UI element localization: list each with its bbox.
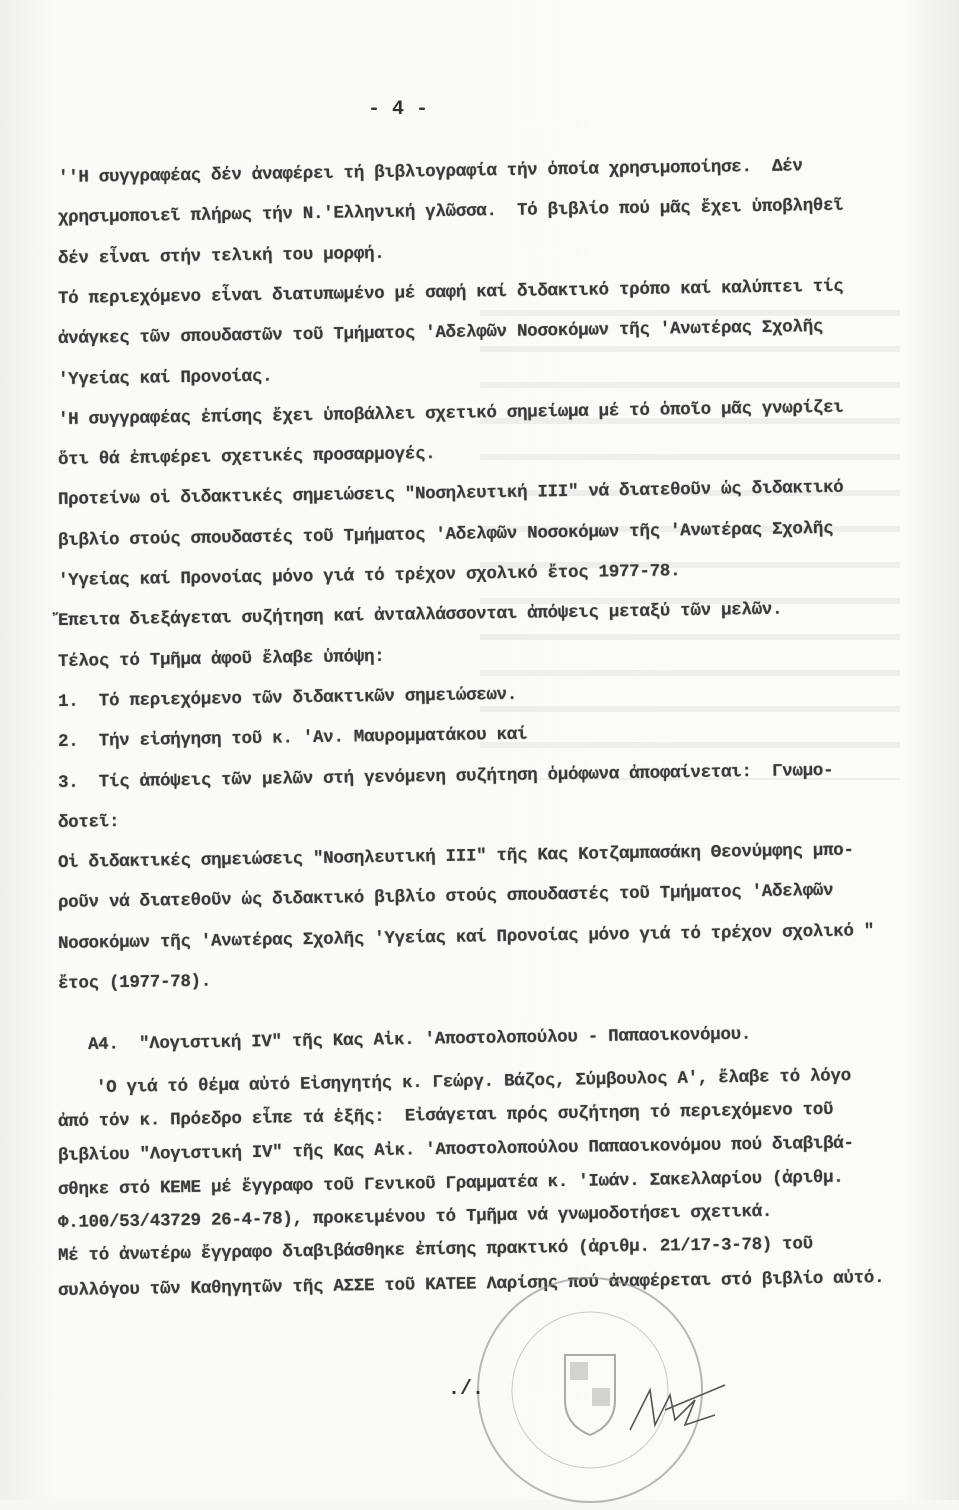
text-line: ἀπό τόν κ. Πρόεδρο εἶπε τά ἑξῆς: Εἰσάγεται πρός συζήτηση τό περιεχόμενο τοῦ <box>57 1099 834 1132</box>
page-number: - 4 - <box>368 98 429 121</box>
text-line: Οἱ διδακτικές σημειώσεις "Νοσηλευτική ΙΙΙ" τῆς Κας Κοτζαμπασάκη Θεονύμφης μπο- <box>57 840 854 874</box>
text-line: ἔτος (1977-78). <box>57 971 212 994</box>
text-line: 'Υγείας καί Προνοίας μόνο γιά τό τρέχον σχολικό ἔτος 1977-78. <box>57 561 681 591</box>
text-line: Ἔπειτα διεξάγεται συζήτηση καί ἀνταλλάσσονται ἀπόψεις μεταξύ τῶν μελῶν. <box>57 599 783 632</box>
text-line: ''Η συγγραφέας δέν ἀναφέρει τή βιβλιογραφία τήν ὁποία χρησιμοποίησε. Δέν <box>57 156 803 188</box>
text-line: 2. Τήν εἰσήγηση τοῦ κ. 'Αν. Μαυρομματάκου καί <box>57 724 528 753</box>
text-line: σθηκε στό ΚΕΜΕ μέ ἔγγραφο τοῦ Γενικοῦ Γραμματέα κ. 'Ιωάν. Σακελλαρίου (ἀριθμ. <box>57 1167 844 1200</box>
text-line: Τό περιεχόμενο εἶναι διατυπωμένο μέ σαφή καί διδακτικό τρόπο καί καλύπτει τίς <box>57 276 844 309</box>
text-line: χρησιμοποιεῖ πλήρως τήν Ν.'Ελληνική γλῶσσα. Τό βιβλίο πού μᾶς ἔχει ὑποβληθεῖ <box>57 195 844 229</box>
text-line: συλλόγου τῶν Καθηγητῶν τῆς ΑΣΣΕ τοῦ ΚΑΤΕΕ Λαρίσης πού ἀναφέρεται στό βιβλίο αὐτό. <box>57 1268 885 1301</box>
signature-icon <box>625 1375 735 1445</box>
text-line: Προτείνω οἱ διδακτικές σημειώσεις "Νοσηλευτική ΙΙΙ" νά διατεθοῦν ὡς διδακτικό <box>57 478 844 511</box>
text-line: 3. Τίς ἀπόψεις τῶν μελῶν στή γενόμενη συζήτηση ὁμόφωνα ἀποφαίνεται: Γνωμο- <box>57 760 834 793</box>
text-line: 'Η συγγραφέας ἐπίσης ἔχει ὑποβάλλει σχετικό σημείωμα μέ τό ὁποῖο μᾶς γνωρίζει <box>57 397 844 430</box>
text-line: 'Ο γιά τό θέμα αὐτό Εἰσηγητής κ. Γεώργ. Βάζος, Σύμβουλος Α', ἔλαβε τό λόγο <box>95 1066 852 1098</box>
text-line: 'Υγείας καί Προνοίας. <box>57 366 273 390</box>
text-line: ἀνάγκες τῶν σπουδαστῶν τοῦ Τμήματος 'Αδελφῶν Νοσοκόμων τῆς 'Ανωτέρας Σχολῆς <box>57 317 824 350</box>
text-line: Τέλος τό Τμῆμα ἀφοῦ ἔλαβε ὑπόψη: <box>57 646 385 672</box>
text-line: δέν εἶναι στήν τελική του μορφή. <box>57 243 385 269</box>
text-line: βιβλίου "Λογιστική ΙV" τῆς Κας Αἰκ. 'Αποστολοπούλου Παπαοικονόμου πού διαβιβά- <box>57 1133 854 1166</box>
text-line: 1. Τό περιεχόμενο τῶν διδακτικῶν σημειώσεων. <box>57 684 518 712</box>
text-line: βιβλίο στούς σπουδαστές τοῦ Τμήματος 'Αδελφῶν Νοσοκόμων τῆς 'Ανωτέρας Σχολῆς <box>57 518 834 551</box>
text-line: ροῦν νά διατεθοῦν ὡς διδακτικό βιβλίο στούς σπουδαστές τοῦ Τμήματος 'Αδελφῶν <box>57 881 834 914</box>
text-line: Νοσοκόμων τῆς 'Ανωτέρας Σχολῆς 'Υγείας καί Προνοίας μόνο γιά τό τρέχον σχολικό " <box>57 920 875 954</box>
text-line: Μέ τό ἀνωτέρω ἔγγραφο διαβιβάσθηκε ἐπίσης πρακτικό (ἀριθμ. 21/17-3-78) τοῦ <box>57 1234 814 1266</box>
text-line: Φ.100/53/43729 26-4-78), προκειμένου τό Τμῆμα νά γνωμοδοτήσει σχετικά. <box>57 1201 773 1233</box>
text-line: ὅτι θά ἐπιφέρει σχετικές προσαρμογές. <box>57 444 436 471</box>
continuation-mark: ./. <box>448 1378 485 1401</box>
text-line: δοτεῖ: <box>57 811 120 833</box>
section-heading: Α4. "Λογιστική ΙV" τῆς Κας Αἰκ. 'Αποστολοπούλου - Παπαοικονόμου. <box>87 1024 752 1055</box>
